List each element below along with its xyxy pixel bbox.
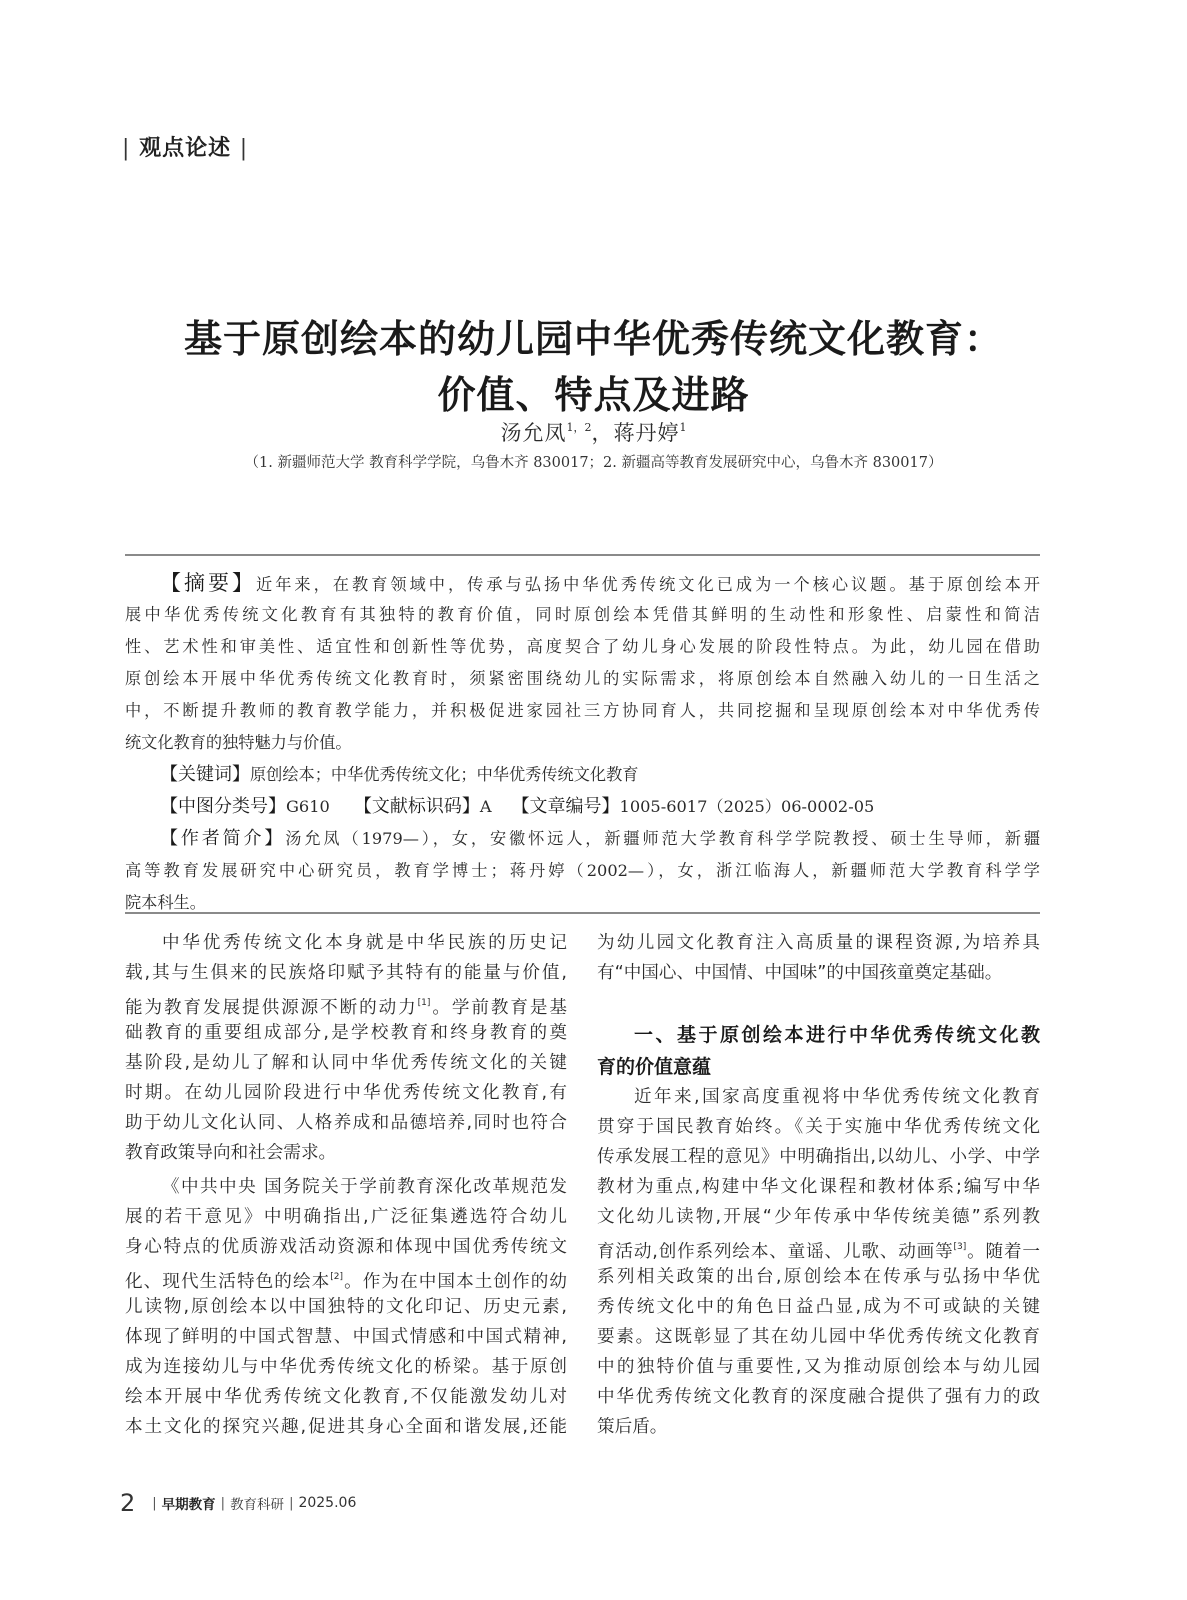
page-footer [120, 1488, 356, 1518]
author-2-affiliation-sup: 1 [679, 421, 687, 434]
section-tag [122, 131, 248, 162]
body-line: 绘本开展中华优秀传统文化教育,不仅能激发幼儿对 [125, 1387, 567, 1407]
article-number-value: 1005-6017（2025）06-0002-05 [619, 797, 875, 816]
author-bio-line: 院本科生。 [125, 893, 206, 912]
authors [0, 417, 1187, 447]
body-line: 《中共中央 国务院关于学前教育深化改革规范发 [162, 1177, 567, 1197]
author-1-affiliation-sup: 1，2 [566, 421, 592, 434]
affiliations: （1. 新疆师范大学 教育科学学院，乌鲁木齐 830017；2. 新疆高等教育发展研究中心，乌鲁木齐 830017） [244, 455, 943, 471]
keywords-text: 原创绘本；中华优秀传统文化；中华优秀传统文化教育 [250, 765, 639, 784]
abstract-line: 中，不断提升教师的教育教学能力，并积极促进家园社三方协同育人，共同挖掘和呈现原创绘本对中华优秀传 [125, 701, 1040, 720]
citation-ref[interactable]: [3] [953, 1242, 967, 1252]
article-title-line-2: 价值、特点及进路 [437, 372, 750, 417]
body-line: 有“中国心、中国情、中国味”的中国孩童奠定基础。 [597, 963, 1003, 983]
author-bio-line: 高等教育发展研究中心研究员，教育学博士；蒋丹婷（2002—），女，浙江临海人，新疆师范大学教育科学学 [125, 861, 1040, 880]
body-text: 能为教育发展提供源源不断的动力 [125, 998, 418, 1018]
abstract-line [160, 568, 1040, 598]
journal-column: 教育科研 [230, 1497, 285, 1513]
section-tag-bar-right: | [239, 136, 249, 161]
body-line: 系列相关政策的出台,原创绘本在传承与弘扬中华优 [597, 1267, 1040, 1287]
body-line: 本土文化的探究兴趣,促进其身心全面和谐发展,还能 [125, 1417, 567, 1437]
citation-ref[interactable]: [2] [330, 1272, 344, 1282]
bottom-divider [125, 912, 1040, 914]
author-bio-text: 汤允凤（1979—），女，安徽怀远人，新疆师范大学教育科学学院教授、硕士生导师，新疆 [285, 829, 1041, 848]
article-title-line-1: 基于原创绘本的幼儿园中华优秀传统文化教育： [183, 316, 1003, 361]
page-number: 2 [120, 1489, 136, 1517]
issue-date: 2025.06 [298, 1495, 357, 1511]
article-number-label: 【文章编号】 [511, 796, 620, 817]
body-line: 展的若干意见》中明确指出,广泛征集遴选符合幼儿 [125, 1207, 567, 1227]
body-line: 基阶段,是幼儿了解和认同中华优秀传统文化的关键 [125, 1053, 567, 1073]
keywords-label: 【关键词】 [160, 764, 250, 785]
body-line: 载,其与生俱来的民族烙印赋予其特有的能量与价值, [125, 963, 567, 983]
abstract-line: 展中华优秀传统文化教育有其独特的教育价值，同时原创绘本凭借其鲜明的生动性和形象性、启蒙性和简洁 [125, 605, 1040, 624]
abstract-text: 近年来，在教育领域中，传承与弘扬中华优秀传统文化已成为一个核心议题。基于原创绘本开 [256, 575, 1040, 594]
body-line: 中的独特价值与重要性,又为推动原创绘本与幼儿园 [597, 1357, 1040, 1377]
body-line: 文化幼儿读物,开展“少年传承中华传统美德”系列教 [597, 1207, 1040, 1227]
body-line: 时期。在幼儿园阶段进行中华优秀传统文化教育,有 [125, 1083, 567, 1103]
footer-divider: | [220, 1495, 226, 1511]
body-line: 近年来,国家高度重视将中华优秀传统文化教育 [634, 1087, 1040, 1107]
body-line [125, 988, 567, 1018]
body-line: 助于幼儿文化认同、人格养成和品德培养,同时也符合 [125, 1113, 567, 1133]
body-text: 化、现代生活特色的绘本 [125, 1272, 331, 1292]
body-line [597, 1232, 1040, 1262]
abstract-label: 【摘要】 [160, 571, 257, 595]
body-line: 成为连接幼儿与中华优秀传统文化的桥梁。基于原创 [125, 1357, 567, 1377]
footer-divider: | [289, 1495, 294, 1511]
body-line: 体现了鲜明的中国式智慧、中国式情感和中国式精神, [125, 1327, 567, 1347]
body-text: 。学前教育是基 [430, 998, 567, 1018]
body-line: 要素。这既彰显了其在幼儿园中华优秀传统文化教育 [597, 1327, 1040, 1347]
body-text: 。随着一 [966, 1242, 1040, 1262]
citation-ref[interactable]: [1] [417, 998, 431, 1008]
top-divider [125, 554, 1040, 556]
journal-name: 早期教育 [161, 1497, 216, 1513]
author-1: 汤允凤 [500, 421, 567, 445]
classification-line [160, 792, 1040, 822]
body-line: 秀传统文化中的角色日益凸显,成为不可或缺的关键 [597, 1297, 1040, 1317]
body-text: 育活动,创作系列绘本、童谣、儿歌、动画等 [597, 1242, 954, 1262]
body-line: 策后盾。 [597, 1417, 668, 1437]
body-line: 贯穿于国民教育始终。《关于实施中华优秀传统文化 [597, 1117, 1040, 1137]
body-line: 中华优秀传统文化教育的深度融合提供了强有力的政 [597, 1387, 1040, 1407]
body-line: 身心特点的优质游戏活动资源和体现中国优秀传统文 [125, 1237, 567, 1257]
author-separator: ， [591, 421, 614, 445]
body-line: 儿读物,原创绘本以中国独特的文化印记、历史元素, [125, 1297, 567, 1317]
section-tag-label: 观点论述 [139, 135, 232, 161]
section-heading-line-2: 育的价值意蕴 [597, 1056, 712, 1078]
body-line: 教育政策导向和社会需求。 [125, 1143, 337, 1163]
doc-code-label: 【文献标识码】 [353, 796, 480, 817]
author-2: 蒋丹婷 [613, 421, 680, 445]
footer-divider: | [152, 1495, 157, 1511]
body-line: 中华优秀传统文化本身就是中华民族的历史记 [162, 933, 567, 953]
body-line [125, 1262, 567, 1292]
abstract-line: 原创绘本开展中华优秀传统文化教育时，须紧密围绕幼儿的实际需求，将原创绘本自然融入幼儿的一日生活之 [125, 669, 1040, 688]
abstract-line: 统文化教育的独特魅力与价值。 [125, 733, 352, 752]
abstract-line: 性、艺术性和审美性、适宜性和创新性等优势，高度契合了幼儿身心发展的阶段性特点。为此，幼儿园在借助 [125, 637, 1040, 656]
section-heading-line-1: 一、基于原创绘本进行中华优秀传统文化教 [634, 1024, 1040, 1046]
author-bio-label: 【作者简介】 [160, 828, 286, 849]
body-line: 传承发展工程的意见》中明确指出,以幼儿、小学、中学 [597, 1147, 1040, 1167]
body-line: 教材为重点,构建中华文化课程和教材体系;编写中华 [597, 1177, 1040, 1197]
body-text: 。作为在中国本土创作的幼 [343, 1272, 567, 1292]
clc-value: G610 [286, 797, 330, 816]
body-line: 为幼儿园文化教育注入高质量的课程资源,为培养具 [597, 933, 1040, 953]
author-bio-line [160, 824, 1040, 854]
doc-code-value: A [479, 797, 492, 816]
body-line: 础教育的重要组成部分,是学校教育和终身教育的奠 [125, 1023, 567, 1043]
section-tag-bar-left: | [122, 136, 131, 161]
clc-label: 【中图分类号】 [160, 796, 286, 817]
keywords-line [160, 760, 1040, 790]
